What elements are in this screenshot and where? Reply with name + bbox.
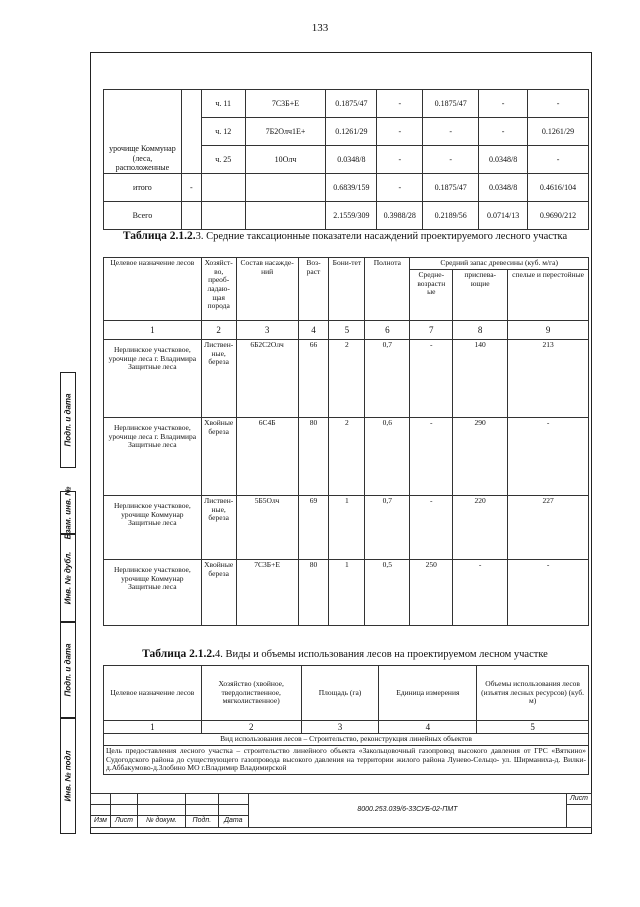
column-numbers: 1 2 3 4 5 6 7 8 9	[104, 321, 589, 340]
table-2	[103, 257, 589, 626]
title-block	[90, 793, 592, 828]
table-row: урочище Коммунар (леса, расположенные ч. 11 7С3Б+Е 0.1875/47 - 0.1875/47 - -	[104, 90, 589, 118]
purpose-row: Цель предоставления лесного участка – строительство линейного объекта «Закольцовочный газопровод высокого давления от ГРС «Вяткино» Судогодского района до существующего газопровода высокого давления на территории жилого района Лунево-Сельцо- ул. Ширманиха-д. Вилки-д.Аббакумово-д.Злобино МО г.Владимир Владимирской	[104, 745, 589, 774]
table-row: Нерлинское участковое, урочище Коммунар Защитные леса Листвен-ные, береза 5Б5Олч 69 1 0,7 - 220 227	[104, 496, 589, 560]
sheet-number	[566, 805, 591, 828]
table-3-caption: Таблица 2.1.2.4. Виды и объемы использования лесов на проектируемом лесном участке	[142, 648, 548, 660]
itogo-row: итого - 0.6839/159 - 0.1875/47 0.0348/8 0.4616/104	[104, 174, 589, 202]
table-header: Целевое назначение лесов Хозяйст-во, преоб-ладаю-щая порода Состав насажде-ний Воз-раст Бони-тет Полнота Средний запас древесины (куб. м/га)	[104, 258, 589, 270]
table-subheader: Средне-возрастн ые приспева-ющие спелые и перестойные	[104, 270, 589, 321]
table-row: ч. 12 7Б2Олч1Е+ 0.1261/29 - - - 0.1261/29	[104, 118, 589, 146]
table-header: Целевое назначение лесов Хозяйство (хвойное, твердолиственное, мягколиственное) Площадь (га) Единица измерения Объемы использования лесов (изъятия лесных ресурсов) (куб. м)	[104, 666, 589, 721]
vsego-row: Всего 2.1559/309 0.3988/28 0.2189/56 0.0714/13 0.9690/212	[104, 202, 589, 230]
table-3	[103, 665, 589, 775]
page-number: 133	[311, 22, 329, 34]
table-2-caption: Таблица 2.1.2.3. Средние таксационные показатели насаждений проектируемого лесного участка	[122, 230, 568, 242]
table-row: ч. 25 10Олч 0.0348/8 - - 0.0348/8 -	[104, 146, 589, 174]
table-row: Нерлинское участковое, урочище Коммунар Защитные леса Хвойные береза 7С3Б+Е 80 1 0,5 250 - -	[104, 560, 589, 626]
side-label-sign-date-1: Подп. и дата	[60, 372, 76, 468]
side-label-replace-inv: Взам. инв. №	[60, 491, 76, 534]
side-label-orig-inv: Инв. № подл	[60, 718, 76, 834]
column-numbers: 1 2 3 4 5	[104, 721, 589, 734]
table-row: Нерлинское участковое, урочище леса г. Владимира Защитные леса Хвойные береза 6С4Б 80 2 0,6 - 290 -	[104, 418, 589, 496]
side-label-sign-date-2: Подп. и дата	[60, 622, 76, 718]
sheet-label: Лист	[566, 794, 591, 805]
document-code: 8000.253.039/6-33СУБ-02-ПМТ	[248, 794, 566, 828]
stamp-column-labels: Изм Лист № докум. Подп. Дата	[91, 816, 592, 828]
group-label: урочище Коммунар (леса, расположенные	[104, 90, 182, 174]
usage-type-row: Вид использования лесов – Строительство, реконструкция линейных объектов	[104, 734, 589, 746]
table-row: Нерлинское участковое, урочище леса г. Владимира Защитные леса Листвен-ные, береза 6Б2С2Олч 66 2 0,7 - 140 213	[104, 340, 589, 418]
table-1	[103, 89, 589, 230]
side-label-dup-inv: Инв. № дубл.	[60, 534, 76, 622]
